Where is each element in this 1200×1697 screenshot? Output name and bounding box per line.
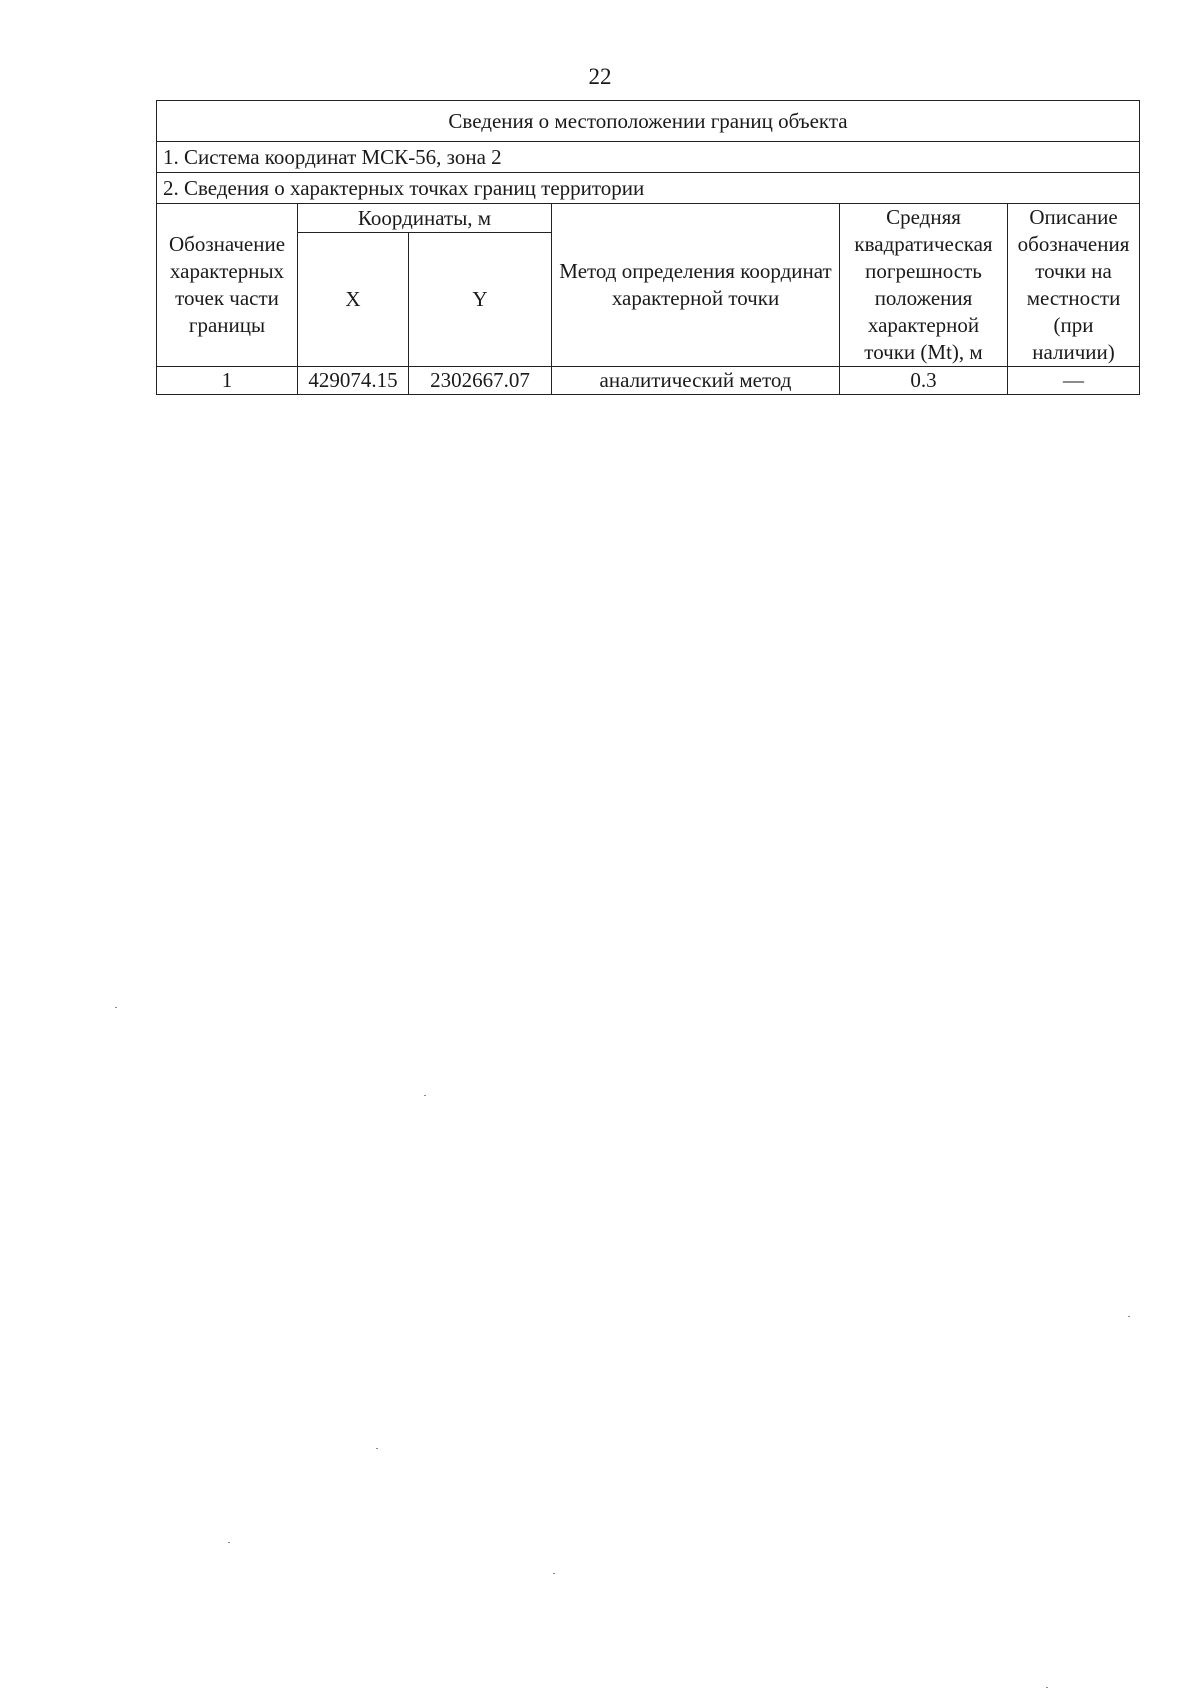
- table-title-row: [157, 101, 1140, 142]
- characteristic-points-row: [157, 173, 1140, 204]
- scan-speck: [1128, 1316, 1130, 1317]
- scan-speck: [115, 1007, 117, 1008]
- page-number: 22: [588, 64, 612, 89]
- header-description: Описание обозначения точки на местности (при наличии): [1008, 204, 1140, 367]
- characteristic-points-label: 2. Сведения о характерных точках границ территории: [157, 173, 1140, 204]
- cell-x: 429074.15: [298, 367, 409, 395]
- cell-mean-error: 0.3: [840, 367, 1008, 395]
- scan-speck: [228, 1542, 230, 1543]
- scan-speck: [376, 1448, 378, 1449]
- header-point-designation: Обозначение характерных точек части границы: [157, 204, 298, 367]
- cell-y: 2302667.07: [409, 367, 552, 395]
- header-x: X: [298, 233, 409, 367]
- header-coordinates: Координаты, м: [298, 204, 552, 233]
- cell-point: 1: [157, 367, 298, 395]
- scan-speck: [1046, 1687, 1048, 1688]
- scan-speck: [424, 1095, 426, 1096]
- header-mean-error: Средняя квадратическая погрешность положения характерной точки (Mt), м: [840, 204, 1008, 367]
- scan-speck: [553, 1573, 555, 1574]
- header-row-1: [157, 204, 1140, 233]
- cell-description: —: [1008, 367, 1140, 395]
- cell-method: аналитический метод: [552, 367, 840, 395]
- coordinate-system-label: 1. Система координат МСК-56, зона 2: [157, 142, 1140, 173]
- header-y: Y: [409, 233, 552, 367]
- header-method: Метод определения координат характерной точки: [552, 204, 840, 367]
- table-title: Сведения о местоположении границ объекта: [157, 101, 1140, 142]
- boundary-location-table: [156, 100, 1140, 395]
- coordinate-system-row: [157, 142, 1140, 173]
- table-row: [157, 367, 1140, 395]
